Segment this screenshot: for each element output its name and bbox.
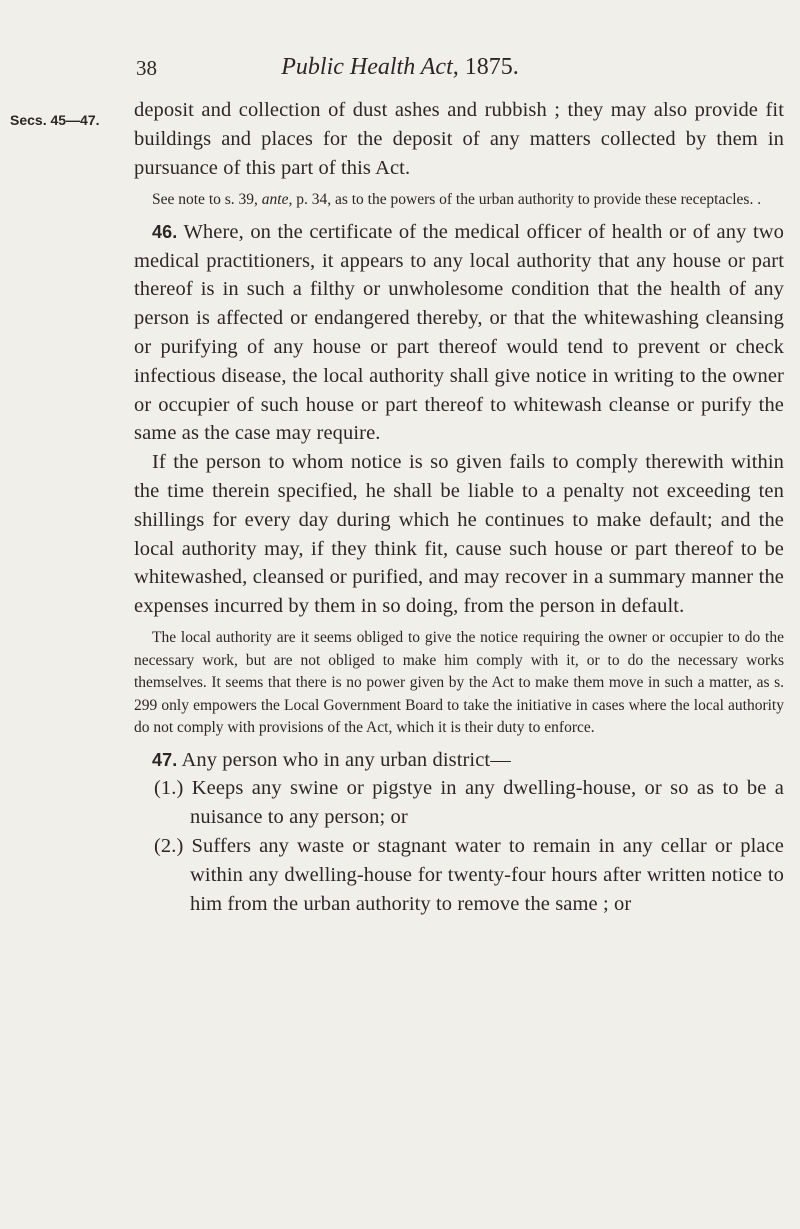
section-number-47: 47. (152, 749, 178, 770)
list-item: (2.) Suffers any waste or stagnant water to remain in any cellar or place within any dwelling-house for twenty-four hours after written notice to him from the urban authority to remove the same ; or (154, 834, 784, 915)
section-margin-label: Secs. 45—47. (10, 112, 100, 128)
running-title-text: Public Health Act, (281, 54, 459, 80)
page-header (0, 52, 800, 92)
note-text-a: See note to s. 39, (152, 191, 258, 209)
running-title (0, 54, 800, 81)
section-46-paragraph-2: If the person to whom notice is so given fails to comply therewith within the time therein specified, he shall be liable to a penalty not exceeding ten shillings for every day during which he continues to make default; and the local authority may, if they think fit, cause such house or part thereof to be whitewashed, cleansed or purified, and may recover in a summary manner the expenses incurred by them in so doing, from the person in default. (134, 451, 784, 618)
section-number-46: 46. (152, 221, 178, 242)
footnote-section-45 (134, 189, 784, 212)
running-title-year: 1875. (464, 54, 519, 80)
note-text-ante: ante, (261, 191, 293, 209)
page-number: 38 (136, 56, 157, 80)
note-text-b: p. 34, as to the powers of the urban authority to provide these receptacles. . (296, 191, 762, 209)
paragraph-continuation: deposit and collection of dust ashes and rubbish ; they may also provide fit buildings and places for the deposit of any matters collected by them in pursuance of this part of this Act. (134, 99, 784, 179)
footnote-section-46: The local authority are it seems obliged to give the notice requiring the owner or occupier to do the necessary work, but are not obliged to make him comply with it, or to do the necessary works themselves. It seems that there is no power given by the Act to make them move in such a matter, as s. 299 only empowers the Local Government Board to take the initiative in cases where the local authority do not comply with provisions of the Act, which it is their duty to enforce. (134, 629, 784, 737)
section-46 (134, 218, 784, 448)
section-46-text: Where, on the certificate of the medical officer of health or of any two medical practitioners, it appears to any local authority that any house or part thereof is in such a filthy or unwholesome condition that the health of any person is affected or endangered thereby, or that the whitewashing cleansing or purifying of any house or part thereof would tend to prevent or check infectious disease, the local authority shall give notice in writing to the owner or occupier of such house or part thereof to whitewash cleanse or purify the same as the case may require. (134, 220, 784, 445)
page-body (134, 96, 784, 918)
section-47-text: Any person who in any urban district— (181, 748, 511, 771)
list-item: (1.) Keeps any swine or pigstye in any dwelling-house, or so as to be a nuisance to any person; or (154, 777, 784, 829)
section-47 (134, 746, 784, 775)
